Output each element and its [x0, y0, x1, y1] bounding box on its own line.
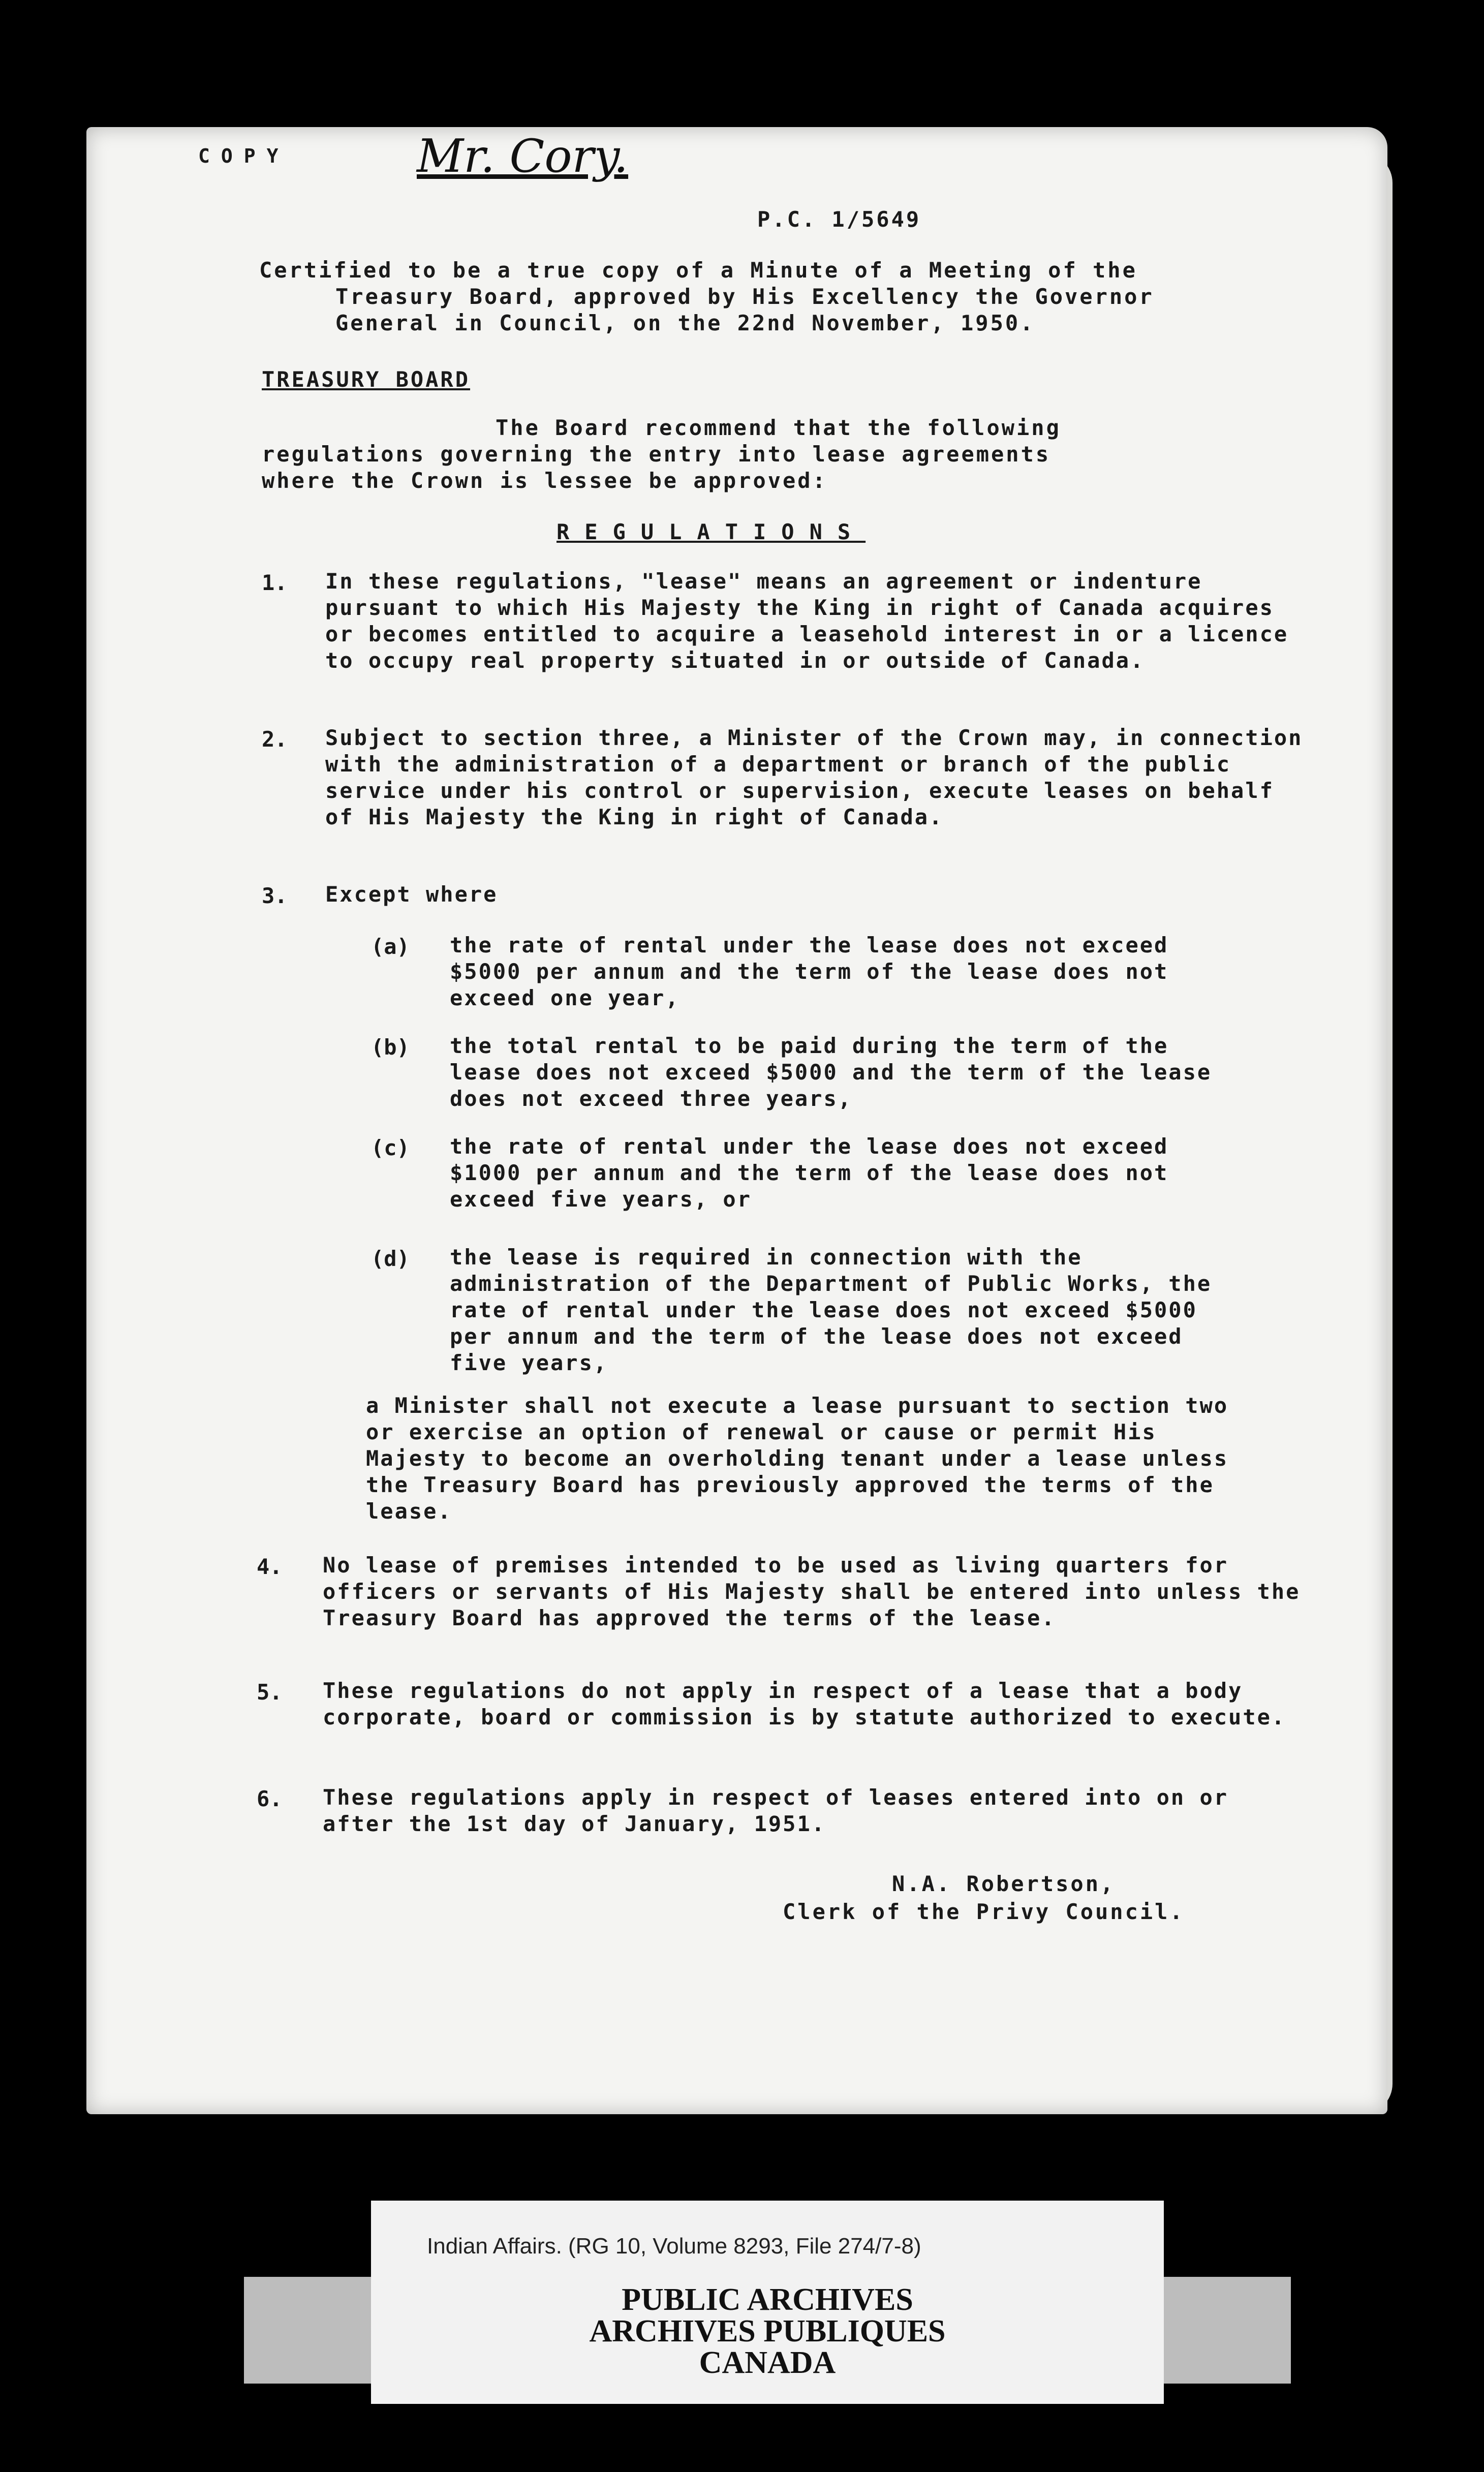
archive-line-1: PUBLIC ARCHIVES [622, 2282, 913, 2317]
certification-line-1: Certified to be a true copy of a Minute of a Meeting of the [259, 258, 1137, 283]
paragraph-text: These regulations apply in respect of leases entered into on or after the 1st day of January, 1951. [323, 1785, 1229, 1836]
paragraph-text: Except where [325, 882, 498, 907]
archive-reference: Indian Affairs. (RG 10, Volume 8293, File 274/7-8) [427, 2234, 921, 2259]
paragraph-text: Subject to section three, a Minister of the Crown may, in connection with the administration of a department or branch of the public service under his control or supervision, execute leases on behalf of His Majesty the King in right of Canada. [325, 725, 1303, 829]
paragraph-number: 1. [262, 570, 288, 595]
certification-line-3: General in Council, on the 22nd November, 1950. [335, 311, 1035, 335]
signer-name: N.A. Robertson, [892, 1871, 1116, 1896]
paragraph-number: 3. [262, 883, 288, 908]
subclause-text: the rate of rental under the lease does not exceed $5000 per annum and the term of the lease does not exceed one year, [450, 933, 1169, 1010]
subclause-text: the rate of rental under the lease does not exceed $1000 per annum and the term of the lease does not exceed five years, or [450, 1134, 1169, 1212]
copy-label: COPY [198, 145, 290, 167]
clause-3-conclusion: a Minister shall not execute a lease pursuant to section two or exercise an option of renewal or cause or permit His Majesty to become an overholding tenant under a lease unless the Treasury Board has previously approved the terms of the lease. [366, 1393, 1229, 1524]
paragraph-number: 2. [262, 727, 288, 752]
subclause-text: the total rental to be paid during the term of the lease does not exceed $5000 and the term of the lease does not exceed three years, [450, 1033, 1212, 1111]
paragraph-number: 6. [257, 1786, 283, 1811]
subclause-letter: (c) [371, 1135, 410, 1160]
recommendation-line-1: The Board recommend that the following [496, 415, 1061, 440]
subclause-text: the lease is required in connection with the administration of the Department of Public Works, the rate of rental under the lease does not exceed $5000 per annum and the term of the lease does not exceed five years, [450, 1245, 1212, 1375]
paragraph-number: 5. [257, 1680, 283, 1705]
recommendation-line-3: where the Crown is lessee be approved: [262, 468, 827, 493]
paragraph-text: In these regulations, "lease" means an agreement or indenture pursuant to which His Majesty the King in right of Canada acquires or becomes entitled to acquire a leasehold interest in or a licence to occupy real property situated in or outside of Canada. [325, 569, 1289, 673]
paragraph-text: No lease of premises intended to be used as living quarters for officers or servants of His Majesty shall be entered into unless the Treasury Board has approved the terms of the lease. [323, 1553, 1301, 1630]
subclause-letter: (d) [371, 1246, 410, 1271]
paragraph-number: 4. [257, 1554, 283, 1579]
signer-title: Clerk of the Privy Council. [783, 1899, 1185, 1924]
board-heading: TREASURY BOARD [262, 367, 471, 392]
paragraph-text: These regulations do not apply in respect of a lease that a body corporate, board or commission is by statute authorized to execute. [323, 1678, 1286, 1729]
handwritten-note: Mr. Cory. [417, 130, 629, 183]
subclause-letter: (a) [371, 934, 410, 959]
regulations-heading: REGULATIONS [556, 519, 866, 544]
archive-line-3: CANADA [699, 2345, 836, 2380]
recommendation-line-2: regulations governing the entry into lease agreements [262, 442, 1051, 467]
certification-line-2: Treasury Board, approved by His Excellency the Governor [335, 284, 1154, 309]
pc-number: P.C. 1/5649 [757, 207, 921, 232]
subclause-letter: (b) [371, 1035, 410, 1060]
archive-line-2: ARCHIVES PUBLIQUES [589, 2314, 946, 2349]
